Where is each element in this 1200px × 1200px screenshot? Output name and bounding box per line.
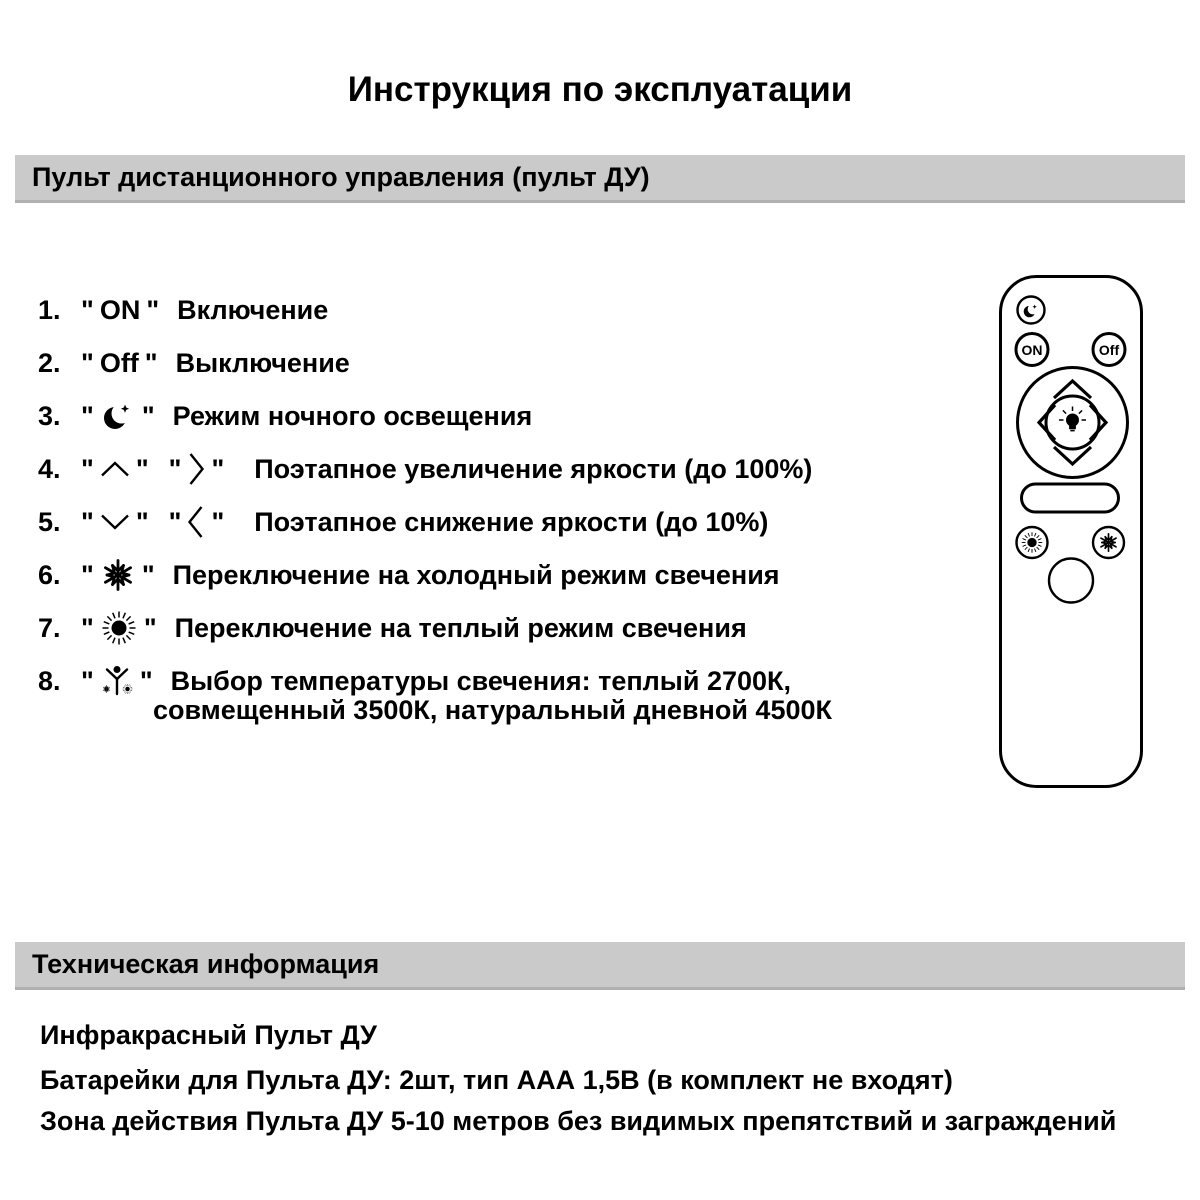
quote-mark: "	[211, 506, 225, 537]
list-item-2	[38, 346, 350, 380]
chevron-left-icon	[187, 505, 205, 539]
quote-mark: "	[146, 294, 160, 325]
item-label: Переключение на теплый режим свечения	[174, 612, 747, 643]
item-number: 5.	[38, 506, 61, 537]
remote-section-header-label: Пульт дистанционного управления (пульт ДУ)	[32, 162, 650, 192]
quote-mark: "	[211, 453, 225, 484]
item-label: Поэтапное увеличение яркости (до 100%)	[254, 453, 813, 484]
item-number: 2.	[38, 347, 61, 378]
tech-info-line-2: Батарейки для Пульта ДУ: 2шт, тип ААА 1,5В (в комплект не входят)	[40, 1065, 953, 1095]
item-label: Включение	[177, 294, 329, 325]
quote-mark: "	[81, 665, 94, 696]
list-item-8	[38, 664, 791, 698]
remote-control-diagram	[998, 274, 1145, 791]
quote-mark: "	[81, 347, 94, 378]
item-number: 4.	[38, 453, 61, 484]
chevron-right-icon	[187, 452, 205, 486]
sun-icon	[100, 609, 138, 647]
quote-mark: "	[81, 294, 94, 325]
item-label: Выключение	[175, 347, 350, 378]
list-item-1	[38, 293, 328, 327]
item-number: 3.	[38, 400, 61, 431]
remote-section-header	[15, 155, 1185, 203]
chevron-down-icon	[100, 513, 130, 531]
list-item-4	[38, 452, 812, 486]
item-label: Поэтапное снижение яркости (до 10%)	[254, 506, 769, 537]
item-label: Выбор температуры свечения: теплый 2700К,	[170, 665, 791, 696]
quote-mark: "	[81, 453, 94, 484]
button-token: Off	[99, 347, 139, 378]
quote-mark: "	[81, 400, 94, 431]
item-label: Переключение на холодный режим свечения	[172, 559, 780, 590]
list-item-7	[38, 611, 747, 645]
quote-mark: "	[135, 506, 149, 537]
quote-mark: "	[135, 453, 149, 484]
quote-mark: "	[139, 665, 153, 696]
quote-mark: "	[144, 347, 158, 378]
button-token: ON	[99, 294, 141, 325]
item-number: 7.	[38, 612, 61, 643]
list-item-6	[38, 558, 780, 592]
quote-mark: "	[141, 400, 155, 431]
tech-info-line-1: Инфракрасный Пульт ДУ	[40, 1020, 377, 1050]
tech-section-header	[15, 942, 1185, 990]
chevron-up-icon	[100, 460, 130, 478]
item-number: 1.	[38, 294, 61, 325]
quote-mark: "	[81, 612, 94, 643]
tech-section-header-label: Техническая информация	[32, 949, 380, 979]
tech-info-line-3: Зона действия Пульта ДУ 5-10 метров без видимых препятствий и заграждений	[40, 1106, 1117, 1136]
item-label: Режим ночного освещения	[172, 400, 533, 431]
page-title: Инструкция по эксплуатации	[347, 70, 853, 109]
quote-mark: "	[81, 506, 94, 537]
item-label-line2: совмещенный 3500К, натуральный дневной 4500К	[153, 695, 832, 725]
snowflake-icon	[100, 557, 136, 593]
list-item-3	[38, 399, 532, 433]
quote-mark: "	[168, 506, 182, 537]
quote-mark: "	[141, 559, 155, 590]
crescent-moon-icon	[100, 398, 136, 434]
off-button-label: Off	[1098, 342, 1120, 358]
quote-mark: "	[143, 612, 157, 643]
list-item-5	[38, 505, 768, 539]
color-temperature-select-icon	[100, 664, 134, 698]
item-number: 6.	[38, 559, 61, 590]
on-button-label: ON	[1021, 342, 1043, 358]
quote-mark: "	[168, 453, 182, 484]
quote-mark: "	[81, 559, 94, 590]
item-number: 8.	[38, 665, 61, 696]
